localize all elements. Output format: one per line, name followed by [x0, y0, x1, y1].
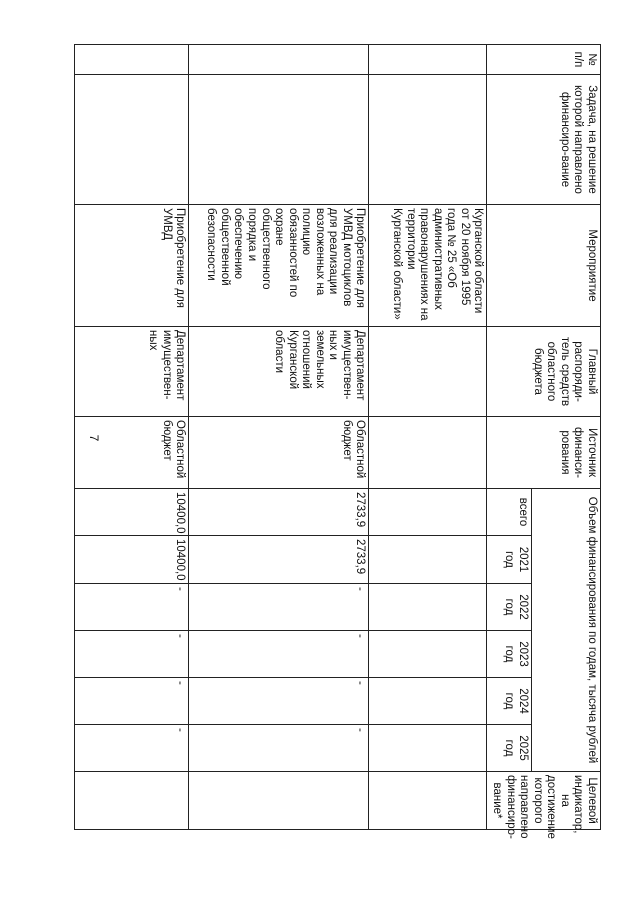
cell-2024: - [75, 678, 189, 725]
cell-task [189, 75, 369, 205]
cell-2023: - [75, 631, 189, 678]
header-event: Мероприятие [487, 205, 601, 327]
cell-total [369, 489, 487, 536]
table-row [369, 45, 487, 830]
cell-manager [369, 327, 487, 417]
header-2025: 2025 год [487, 725, 531, 772]
cell-2022: - [75, 584, 189, 631]
cell-2025: - [75, 725, 189, 772]
header-no: № п/п [487, 45, 601, 75]
cell-source: Областной бюджет [189, 417, 369, 489]
cell-total: 2733,9 [189, 489, 369, 536]
cell-2021: 10400,0 [75, 536, 189, 584]
table-wrapper [109, 44, 601, 839]
cell-total: 10400,0 [75, 489, 189, 536]
cell-2023 [369, 631, 487, 678]
header-total: всего [487, 489, 531, 536]
header-source: Источник финанси-рования [487, 417, 601, 489]
cell-2023: - [189, 631, 369, 678]
cell-event: Курганской области от 20 ноября 1995 года № 25 «Об административных правонарушениях на территории Курганской области» [369, 205, 487, 327]
header-indicator: Целевой индикатор, на достижение которого направлено финансиро-вание* [487, 772, 601, 830]
header-2021: 2021 год [487, 536, 531, 584]
cell-event: Приобретение для УМВД мотоциклов для реализации возложенных на полицию обязанностей по охране общественного порядка и обеспечению общественной безопасности [189, 205, 369, 327]
header-row-1 [531, 45, 600, 830]
cell-2021 [369, 536, 487, 584]
header-2022: 2022 год [487, 584, 531, 631]
cell-indicator [75, 772, 189, 830]
cell-indicator [189, 772, 369, 830]
cell-2025 [369, 725, 487, 772]
cell-manager: Департамент имуществен-ных и земельных отношений Курганской области [189, 327, 369, 417]
header-manager: Главный распоряди-тель средств областного бюджета [487, 327, 601, 417]
cell-2024 [369, 678, 487, 725]
cell-source [369, 417, 487, 489]
table-row [189, 45, 369, 830]
cell-2022: - [189, 584, 369, 631]
cell-2025: - [189, 725, 369, 772]
cell-manager: Департамент имуществен-ных [75, 327, 189, 417]
cell-2022 [369, 584, 487, 631]
cell-no [369, 45, 487, 75]
page-number: 7 [87, 434, 101, 442]
cell-indicator [369, 772, 487, 830]
table-row [75, 45, 189, 830]
cell-task [75, 75, 189, 205]
cell-no [189, 45, 369, 75]
cell-event: Приобретение для УМВД [75, 205, 189, 327]
header-volume: Объем финансирования по годам, тысяча рублей [531, 489, 600, 772]
cell-2021: 2733,9 [189, 536, 369, 584]
cell-source: Областной бюджет [75, 417, 189, 489]
cell-2024: - [189, 678, 369, 725]
cell-no [75, 45, 189, 75]
financing-table [75, 44, 602, 839]
table-rotation-frame [109, 44, 601, 839]
header-task: Задача, на решение которой направлено финансиро-вание [487, 75, 601, 205]
header-2023: 2023 год [487, 631, 531, 678]
cell-task [369, 75, 487, 205]
header-2024: 2024 год [487, 678, 531, 725]
